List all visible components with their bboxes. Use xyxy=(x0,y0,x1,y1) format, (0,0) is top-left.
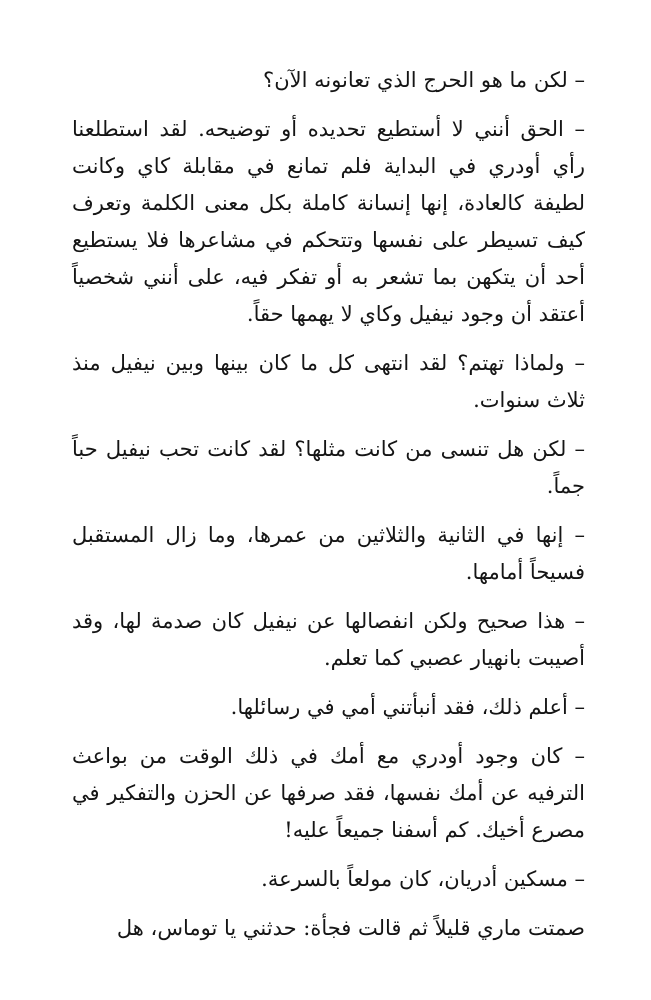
dialogue-paragraph-3: – ولماذا تهتم؟ لقد انتهى كل ما كان بينها وبين نيفيل منذ ثلاث سنوات. xyxy=(72,351,585,412)
dialogue-paragraph-8: – كان وجود أودري مع أمك في ذلك الوقت من بواعث الترفيه عن أمك نفسها، فقد صرفها عن الحزن والتفكير في مصرع أخيك. كم أسفنا جميعاً عليه! xyxy=(72,744,585,842)
dialogue-paragraph-5: – إنها في الثانية والثلاثين من عمرها، وما زال المستقبل فسيحاً أمامها. xyxy=(72,523,585,584)
dialogue-paragraph-1: – لكن ما هو الحرج الذي تعانونه الآن؟ xyxy=(263,68,585,92)
dialogue-paragraph-6: – هذا صحيح ولكن انفصالها عن نيفيل كان صدمة لها، وقد أصيبت بانهيار عصبي كما تعلم. xyxy=(72,609,585,670)
dialogue-paragraph-9: – مسكين أدريان، كان مولعاً بالسرعة. xyxy=(261,867,585,891)
dialogue-paragraph-4: – لكن هل تنسى من كانت مثلها؟ لقد كانت تحب نيفيل حباً جماً. xyxy=(72,437,585,498)
narrative-paragraph: صمتت ماري قليلاً ثم قالت فجأة: حدثني يا توماس، هل xyxy=(116,916,585,940)
dialogue-paragraph-7: – أعلم ذلك، فقد أنبأتني أمي في رسائلها. xyxy=(230,695,585,719)
dialogue-paragraph-2: – الحق أنني لا أستطيع تحديده أو توضيحه. لقد استطلعنا رأي أودري في البداية فلم تمانع في مقابلة كاي وكانت لطيفة كالعادة، إنها إنسانة كاملة بكل معنى الكلمة وتعرف كيف تسيطر على نفسها وتتحكم في مشاعرها فلا يستطيع أحد أن يتكهن بما تشعر به أو تفكر فيه، على أنني شخصياً أعتقد أن وجود نيفيل وكاي لا يهمها حقاً. xyxy=(72,117,585,326)
